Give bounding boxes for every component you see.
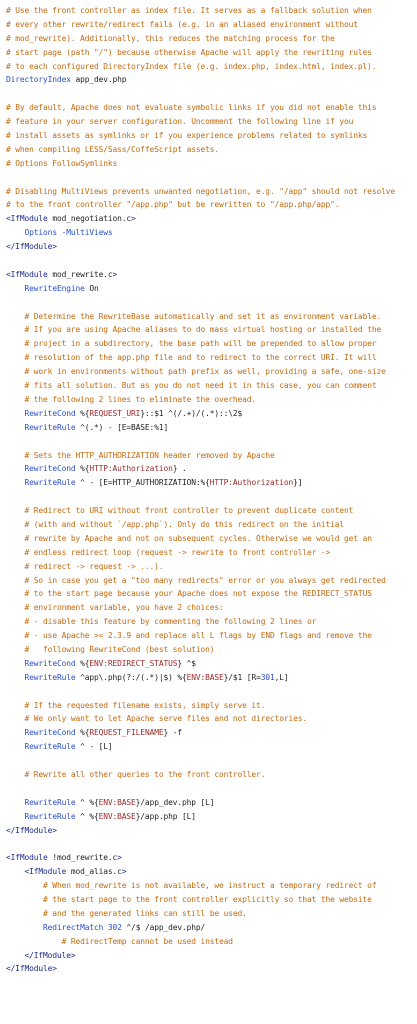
comment-token: # By default, Apache does not evaluate symbolic links if you did not enable this bbox=[6, 103, 377, 113]
code-line bbox=[6, 726, 417, 740]
text-token bbox=[6, 423, 25, 432]
code-line bbox=[6, 157, 417, 171]
text-token bbox=[6, 798, 25, 807]
text-token bbox=[6, 742, 25, 751]
code-line bbox=[6, 587, 417, 601]
code-line bbox=[6, 671, 417, 685]
code-line bbox=[6, 435, 417, 449]
text-token bbox=[6, 881, 43, 890]
text-token: mod_negotiation.c bbox=[47, 214, 132, 224]
code-line bbox=[6, 504, 417, 518]
code-line bbox=[6, 921, 417, 935]
code-line bbox=[6, 421, 417, 435]
text-token bbox=[6, 659, 25, 668]
code-line bbox=[6, 32, 417, 46]
directive-token: RewriteRule bbox=[24, 422, 76, 432]
text-token bbox=[6, 451, 25, 460]
code-line bbox=[6, 601, 417, 615]
text-token bbox=[6, 728, 25, 737]
code-line bbox=[6, 615, 417, 629]
comment-token: # feature in your server configuration. Uncomment the following line if you bbox=[6, 117, 354, 127]
text-token bbox=[6, 284, 25, 293]
code-line bbox=[6, 143, 417, 157]
code-line bbox=[6, 865, 417, 879]
code-line bbox=[6, 907, 417, 921]
comment-token: # work in environments without path prefix as well, providing a safe, one-size bbox=[24, 367, 386, 377]
tag-token: > bbox=[117, 853, 122, 863]
comment-token: # So in case you get a "too many redirects" error or you always get redirected bbox=[24, 575, 386, 585]
text-token bbox=[6, 339, 25, 348]
code-line bbox=[6, 4, 417, 18]
code-line bbox=[6, 296, 417, 310]
code-line bbox=[6, 962, 417, 976]
comment-token: # - use Apache >= 2.3.9 and replace all L flags by END flags and remove the bbox=[24, 631, 372, 641]
code-line bbox=[6, 796, 417, 810]
text-token: ^ - [E=HTTP_AUTHORIZATION:%{ bbox=[75, 478, 210, 488]
directive-token: RewriteRule bbox=[24, 478, 76, 488]
comment-token: # Use the front controller as index file. It serves as a fallback solution when bbox=[6, 6, 372, 15]
comment-token: # rewrite by Apache and not on subsequent cycles. Otherwise we would get an bbox=[24, 533, 372, 543]
comment-token: # Sets the HTTP_AUTHORIZATION header removed by Apache bbox=[24, 450, 275, 460]
code-line bbox=[6, 407, 417, 421]
text-token bbox=[6, 895, 43, 904]
code-line bbox=[6, 310, 417, 324]
code-line bbox=[6, 643, 417, 657]
code-line bbox=[6, 476, 417, 490]
code-line bbox=[6, 949, 417, 963]
directive-token: Options bbox=[24, 228, 57, 238]
directive-token: RewriteCond bbox=[24, 408, 76, 418]
directive-token: RedirectMatch bbox=[43, 922, 104, 932]
code-line bbox=[6, 337, 417, 351]
code-line bbox=[6, 532, 417, 546]
text-token bbox=[6, 381, 25, 390]
text-token: }::$1 ^(/.+)/(.*)::\2$ bbox=[140, 408, 243, 418]
code-line bbox=[6, 171, 417, 185]
comment-token: # (with and without `/app.php`). Only do this redirect on the initial bbox=[24, 519, 345, 529]
tag-token: <IfModule bbox=[6, 269, 48, 279]
comment-token: # when compiling LESS/Sass/CoffeScript assets. bbox=[6, 144, 220, 154]
text-token: mod_alias.c bbox=[66, 867, 122, 877]
text-token bbox=[6, 701, 25, 710]
text-token: !mod_rewrite.c bbox=[47, 853, 118, 863]
tag-token: > bbox=[131, 214, 136, 224]
code-line bbox=[6, 935, 417, 949]
text-token: app_dev.php bbox=[70, 75, 127, 85]
code-line bbox=[6, 351, 417, 365]
comment-token: # mod_rewrite). Additionally, this reduces the matching process for the bbox=[6, 33, 335, 43]
text-token: } . bbox=[172, 464, 187, 474]
directive-token: DirectoryIndex bbox=[6, 75, 71, 85]
variable-token: ENV:BASE bbox=[98, 797, 136, 807]
text-token: }] bbox=[293, 478, 303, 488]
code-line bbox=[6, 240, 417, 254]
tag-token: <IfModule bbox=[6, 214, 48, 224]
code-line bbox=[6, 129, 417, 143]
code-line bbox=[6, 712, 417, 726]
variable-token: REQUEST_URI bbox=[89, 408, 141, 418]
variable-token: HTTP:Authorization bbox=[209, 478, 294, 488]
comment-token: # to the front controller "/app.php" but be rewritten to "/app.php/app". bbox=[6, 200, 340, 210]
text-token bbox=[6, 867, 25, 876]
code-line bbox=[6, 212, 417, 226]
comment-token: # resolution of the app.php file and to redirect to the correct URI. It will bbox=[24, 353, 377, 363]
code-line bbox=[6, 574, 417, 588]
text-token bbox=[6, 548, 25, 557]
text-token: }/app.php [L] bbox=[135, 811, 196, 821]
text-token bbox=[6, 673, 25, 682]
text-token bbox=[6, 353, 25, 362]
text-token bbox=[6, 714, 25, 723]
code-line bbox=[6, 560, 417, 574]
tag-token: </IfModule> bbox=[6, 242, 57, 252]
text-token bbox=[6, 228, 25, 237]
text-token bbox=[6, 937, 62, 946]
text-token: } ^$ bbox=[177, 658, 196, 668]
comment-token: # If the requested filename exists, simply serve it. bbox=[24, 700, 266, 710]
directive-token: RewriteCond bbox=[24, 464, 76, 474]
code-line bbox=[6, 837, 417, 851]
comment-token: # environment variable, you have 2 choices: bbox=[24, 603, 224, 613]
comment-token: # the following 2 lines to eliminate the overhead. bbox=[24, 394, 257, 404]
code-line bbox=[6, 115, 417, 129]
comment-token: # following RewriteCond (best solution) bbox=[24, 644, 215, 654]
text-token bbox=[6, 520, 25, 529]
text-token: ^(.*) - [E=BASE:%1] bbox=[75, 422, 169, 432]
text-token: %{ bbox=[75, 658, 90, 668]
code-line bbox=[6, 60, 417, 74]
text-token bbox=[6, 770, 25, 779]
directive-token: RewriteRule bbox=[24, 672, 76, 682]
code-line bbox=[6, 365, 417, 379]
text-token bbox=[6, 506, 25, 515]
text-token bbox=[6, 812, 25, 821]
comment-token: # project in a subdirectory, the base path will be prepended to allow proper bbox=[24, 339, 377, 349]
code-line bbox=[6, 268, 417, 282]
comment-token: # to the start page because your Apache does not expose the REDIRECT_STATUS bbox=[24, 589, 372, 599]
code-line bbox=[6, 782, 417, 796]
text-token bbox=[6, 631, 25, 640]
text-token bbox=[6, 951, 25, 960]
text-token bbox=[6, 645, 25, 654]
code-line bbox=[6, 87, 417, 101]
number-token: 302 bbox=[107, 922, 122, 932]
text-token bbox=[6, 409, 25, 418]
text-token bbox=[6, 534, 25, 543]
text-token: ^/$ /app_dev.php/ bbox=[121, 922, 206, 932]
comment-token: # the start page to the front controller explicitly so that the website bbox=[43, 895, 372, 904]
comment-token: # endless redirect loop (request -> rewrite to front controller -> bbox=[24, 547, 331, 557]
variable-token: REQUEST_FILENAME bbox=[89, 728, 164, 738]
comment-token: # Options FollowSymlinks bbox=[6, 158, 118, 168]
variable-token: ENV:BASE bbox=[98, 811, 136, 821]
text-token: } -f bbox=[163, 728, 182, 738]
text-token: mod_rewrite.c bbox=[47, 269, 113, 279]
code-line bbox=[6, 101, 417, 115]
code-line bbox=[6, 46, 417, 60]
text-token bbox=[6, 312, 25, 321]
code-line bbox=[6, 657, 417, 671]
directive-token: RewriteRule bbox=[24, 811, 76, 821]
text-token bbox=[6, 478, 25, 487]
text-token bbox=[6, 395, 25, 404]
text-token: On bbox=[84, 283, 99, 293]
text-token bbox=[6, 603, 25, 612]
comment-token: # Disabling MultiViews prevents unwanted negotiation, e.g. "/app" should not resolve bbox=[6, 186, 395, 196]
directive-token: RewriteCond bbox=[24, 658, 76, 668]
code-line bbox=[6, 629, 417, 643]
comment-token: # If you are using Apache aliases to do mass virtual hosting or installed the bbox=[24, 325, 382, 335]
text-token: ,L] bbox=[274, 672, 289, 682]
text-token: ^app\.php(?:/(.*)|$) %{ bbox=[75, 672, 187, 682]
code-line bbox=[6, 393, 417, 407]
code-line bbox=[6, 73, 417, 87]
text-token bbox=[6, 923, 43, 932]
code-line bbox=[6, 546, 417, 560]
code-line bbox=[6, 810, 417, 824]
comment-token: # Determine the RewriteBase automatically and set it as environment variable. bbox=[24, 311, 382, 321]
comment-token: # When mod_rewrite is not available, we instruct a temporary redirect of bbox=[43, 881, 377, 891]
code-line bbox=[6, 226, 417, 240]
directive-token: RewriteRule bbox=[24, 797, 76, 807]
comment-token: # Redirect to URI without front controller to prevent duplicate content bbox=[24, 506, 354, 516]
text-token: ^ - [L] bbox=[75, 742, 113, 752]
comment-token: # We only want to let Apache serve files and not directories. bbox=[24, 714, 307, 724]
text-token: }/$1 [R= bbox=[223, 672, 261, 682]
code-line bbox=[6, 518, 417, 532]
tag-token: <IfModule bbox=[6, 853, 48, 863]
code-line bbox=[6, 879, 417, 893]
code-line bbox=[6, 282, 417, 296]
text-token: %{ bbox=[75, 728, 90, 738]
variable-token: ENV:REDIRECT_STATUS bbox=[89, 658, 178, 668]
number-token: 301 bbox=[260, 672, 275, 682]
comment-token: # start page (path "/") because otherwise Apache will apply the rewriting rules bbox=[6, 47, 372, 57]
code-line bbox=[6, 685, 417, 699]
comment-token: # - disable this feature by commenting the following 2 lines or bbox=[24, 617, 317, 627]
comment-token: # Rewrite all other queries to the front controller. bbox=[24, 769, 266, 779]
directive-token: RewriteEngine bbox=[24, 283, 85, 293]
text-token bbox=[6, 909, 43, 918]
code-line bbox=[6, 185, 417, 199]
code-line bbox=[6, 824, 417, 838]
code-line bbox=[6, 768, 417, 782]
text-token bbox=[6, 576, 25, 585]
text-token: %{ bbox=[75, 408, 90, 418]
text-token bbox=[6, 325, 25, 334]
comment-token: # fits all solution. But as you do not need it in this case, you can comment bbox=[24, 381, 377, 391]
tag-token: </IfModule> bbox=[6, 964, 57, 974]
code-line bbox=[6, 754, 417, 768]
code-line bbox=[6, 198, 417, 212]
comment-token: # to each configured DirectoryIndex file (e.g. index.php, index.html, index.pl). bbox=[6, 61, 377, 71]
text-token: ^ %{ bbox=[75, 811, 99, 821]
comment-token: # every other rewrite/redirect fails (e.g. in an aliased environment without bbox=[6, 19, 358, 29]
text-token: }/app_dev.php [L] bbox=[135, 797, 215, 807]
comment-token: # install assets as symlinks or if you experience problems related to symlinks bbox=[6, 131, 368, 141]
code-line bbox=[6, 379, 417, 393]
text-token: %{ bbox=[75, 464, 90, 474]
tag-token: </IfModule> bbox=[6, 825, 57, 835]
tag-token: > bbox=[112, 269, 118, 279]
comment-token: # redirect -> request -> ...). bbox=[24, 561, 164, 571]
text-token bbox=[6, 562, 25, 571]
code-line bbox=[6, 699, 417, 713]
variable-token: HTTP:Authorization bbox=[89, 464, 173, 474]
tag-token: <IfModule bbox=[24, 867, 67, 877]
tag-token: > bbox=[121, 867, 127, 877]
comment-token: # and the generated links can still be used. bbox=[43, 908, 247, 918]
comment-token: # RedirectTemp cannot be used instead bbox=[61, 936, 233, 946]
code-line bbox=[6, 740, 417, 754]
text-token bbox=[6, 589, 25, 598]
code-line bbox=[6, 18, 417, 32]
text-token: ^ %{ bbox=[75, 797, 99, 807]
code-line bbox=[6, 490, 417, 504]
code-line bbox=[6, 462, 417, 476]
variable-token: ENV:BASE bbox=[186, 672, 224, 682]
code-line bbox=[6, 851, 417, 865]
directive-token: RewriteCond bbox=[24, 728, 76, 738]
code-line bbox=[6, 893, 417, 907]
text-token bbox=[6, 464, 25, 473]
text-token bbox=[6, 367, 25, 376]
keyword-token: -MultiViews bbox=[61, 228, 113, 238]
code-line bbox=[6, 449, 417, 463]
code-line bbox=[6, 323, 417, 337]
tag-token: </IfModule> bbox=[24, 950, 76, 960]
code-line bbox=[6, 254, 417, 268]
text-token bbox=[6, 617, 25, 626]
directive-token: RewriteRule bbox=[24, 742, 76, 752]
